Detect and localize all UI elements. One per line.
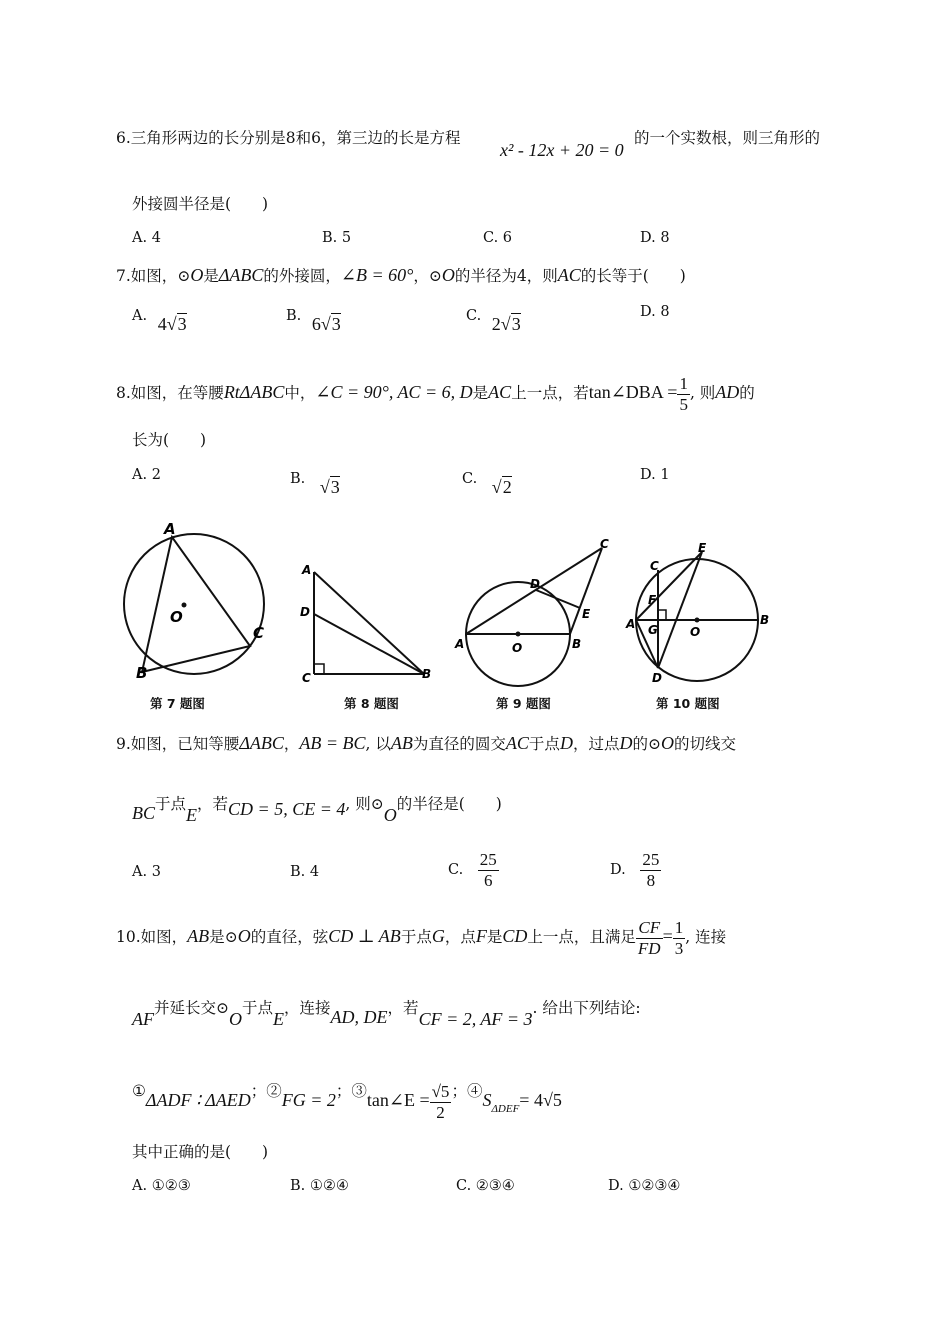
q10-frac3-num: √5 bbox=[431, 1082, 450, 1101]
q10-e: E bbox=[273, 1009, 285, 1029]
q10-option-d: D. ①②③④ bbox=[608, 1178, 681, 1194]
fig9-line-bc bbox=[570, 548, 602, 634]
q10-fraction-sqrt5-2 bbox=[430, 1082, 452, 1122]
q8-frac-num: 1 bbox=[679, 374, 688, 393]
fig9-line-ac bbox=[466, 548, 602, 634]
q10-fraction-1-3 bbox=[673, 918, 686, 958]
circle-symbol: ⊙ bbox=[177, 267, 191, 285]
q7-option-a-rad: 3 bbox=[177, 314, 187, 334]
q6-line1 bbox=[116, 126, 461, 148]
fig8-label-a: A bbox=[302, 563, 312, 577]
fig8-label-b: B bbox=[422, 667, 432, 681]
q8-option-b-rad: 3 bbox=[330, 477, 340, 497]
fig10-label-o: O bbox=[690, 625, 701, 639]
fig9-center-dot bbox=[516, 632, 521, 637]
q8-tan: tan∠DBA = bbox=[588, 382, 678, 403]
q7-option-b-value: 6√3 bbox=[311, 314, 341, 334]
q9-option-d-num: 25 bbox=[642, 850, 660, 869]
q10-number: 10. bbox=[116, 928, 141, 947]
fig10-label-e: E bbox=[698, 541, 707, 555]
q9-option-d bbox=[610, 850, 661, 890]
q10-statement-3: tan∠E = bbox=[366, 1090, 430, 1111]
fig7-label-a: A bbox=[164, 520, 176, 538]
q10-line3 bbox=[132, 1072, 562, 1122]
q6-number: 6. bbox=[116, 129, 131, 147]
q6-option-d: D. 8 bbox=[640, 230, 670, 246]
q10-text-l: ，若 bbox=[387, 999, 419, 1017]
q10-text-e: ，点 bbox=[444, 928, 476, 947]
q10-sep-2: ；③ bbox=[335, 1082, 367, 1101]
q10-text-j: 于点 bbox=[242, 999, 274, 1017]
q7-text-b: 是 bbox=[203, 267, 219, 285]
q10-frac2-num: 1 bbox=[674, 918, 684, 937]
q8-option-b-value: √3 bbox=[319, 477, 340, 497]
q7-option-c-coef: 2 bbox=[491, 314, 501, 334]
q9-line1 bbox=[116, 732, 736, 754]
figure-8 bbox=[296, 556, 446, 686]
q10-sep-1: ；② bbox=[250, 1082, 282, 1101]
q10-option-c: C. ②③④ bbox=[456, 1178, 515, 1194]
q9-bc: BC bbox=[132, 803, 156, 823]
q8-condition: ∠C = 90°, AC = 6, D bbox=[315, 382, 473, 403]
q10-option-b: B. ①②④ bbox=[290, 1178, 349, 1194]
q10-frac1-num: CF bbox=[636, 918, 663, 939]
q10-text-f: 是 bbox=[486, 928, 503, 947]
q9-d: D bbox=[559, 733, 573, 753]
fig7-center-dot bbox=[182, 603, 187, 608]
q8-ac: AC bbox=[488, 382, 512, 403]
q9-option-d-fraction bbox=[640, 850, 661, 890]
fig10-right-angle bbox=[658, 610, 666, 620]
q7-o: O bbox=[190, 265, 204, 285]
q10-statement-4: S bbox=[482, 1090, 492, 1111]
q9-text-g: 的 bbox=[632, 735, 648, 753]
q7-option-c-rad: 3 bbox=[511, 314, 521, 334]
q6-text: 三角形两边的长分别是8和6，第三边的长是方程 bbox=[130, 129, 461, 147]
q10-text-b: 是 bbox=[209, 928, 225, 947]
q7-option-b-label: B. bbox=[286, 308, 302, 324]
q7-o: O bbox=[441, 265, 455, 285]
q9-option-d-den: 8 bbox=[646, 870, 656, 890]
q7-triangle: ΔABC bbox=[218, 265, 264, 285]
q7-option-a bbox=[132, 304, 187, 334]
fig10-caption: 第 10 题图 bbox=[656, 696, 720, 711]
q10-o: O bbox=[237, 926, 251, 947]
q9-text-d: 为直径的圆交 bbox=[412, 735, 506, 753]
q10-f: F bbox=[475, 926, 487, 947]
q9-option-b: B. 4 bbox=[290, 864, 320, 880]
figure-7 bbox=[108, 520, 288, 690]
q8-ad: AD bbox=[715, 382, 740, 403]
q7-option-c bbox=[466, 304, 521, 334]
q7-text-f: 的长等于( ) bbox=[580, 267, 686, 285]
q10-equals: = bbox=[662, 926, 673, 947]
q9-equation: AB = BC bbox=[299, 733, 366, 753]
fig9-label-c: C bbox=[600, 537, 609, 551]
q7-option-a-value: 4√3 bbox=[157, 314, 187, 334]
q9-text-c: , 以 bbox=[365, 735, 391, 753]
q9-text-f: ，过点 bbox=[572, 735, 620, 753]
q6-text-b: 的一个实数根，则三角形的 bbox=[634, 129, 821, 147]
q10-frac2-den: 3 bbox=[674, 938, 684, 958]
q7-option-a-label: A. bbox=[132, 308, 148, 324]
fig8-right-angle bbox=[314, 664, 324, 674]
q10-o2: O bbox=[229, 1009, 243, 1029]
q7-text-c: 的外接圆， bbox=[263, 267, 341, 285]
q7-angle: ∠B = 60° bbox=[340, 265, 414, 285]
q9-option-c bbox=[448, 850, 499, 890]
q8-fraction bbox=[677, 374, 690, 414]
circle-symbol: ⊙ bbox=[216, 999, 230, 1017]
q8-triangle: RtΔABC bbox=[223, 382, 285, 403]
q8-text-b: 中， bbox=[284, 384, 316, 403]
q7-option-b bbox=[286, 304, 341, 334]
fig9-label-d: D bbox=[530, 577, 540, 591]
fig7-label-c: C bbox=[253, 624, 265, 642]
q8-option-a: A. 2 bbox=[132, 467, 161, 483]
fig8-label-d: D bbox=[300, 605, 310, 619]
q10-line1 bbox=[116, 918, 726, 958]
fig7-caption: 第 7 题图 bbox=[150, 696, 205, 711]
q10-ab: AB bbox=[187, 926, 210, 947]
q10-statement-4-value: = 4√5 bbox=[519, 1090, 562, 1111]
q7-line bbox=[116, 264, 686, 286]
q8-line1 bbox=[116, 374, 755, 414]
q10-fraction-cf-fd bbox=[636, 918, 663, 958]
q7-text-e: 的半径为4，则 bbox=[454, 267, 558, 285]
q10-line2 bbox=[132, 996, 641, 1029]
q9-ab: AB bbox=[390, 733, 413, 753]
q9-text-b: ， bbox=[283, 735, 300, 753]
q8-option-b bbox=[290, 467, 340, 497]
q9-option-c-label: C. bbox=[448, 862, 464, 879]
q10-af: AF bbox=[132, 1009, 154, 1029]
q9-e: E bbox=[186, 805, 198, 825]
q9-text-e: 于点 bbox=[528, 735, 560, 753]
q9-option-a: A. 3 bbox=[132, 864, 161, 880]
q9-text-k: , 则 bbox=[345, 795, 371, 813]
q8-option-d: D. 1 bbox=[640, 467, 670, 483]
fig9-label-o: O bbox=[512, 641, 523, 655]
fig7-triangle bbox=[142, 537, 250, 672]
q6-text-c: 外接圆半径是( ) bbox=[132, 195, 269, 213]
q7-option-c-label: C. bbox=[466, 308, 482, 324]
q8-text-g: 长为( ) bbox=[132, 431, 207, 449]
q9-d2: D bbox=[619, 733, 633, 753]
circle-symbol: ⊙ bbox=[428, 267, 442, 285]
fig10-center-dot bbox=[695, 618, 700, 623]
q8-option-c bbox=[462, 467, 512, 497]
fig9-tangent-de bbox=[536, 590, 580, 608]
q9-o: O bbox=[660, 733, 674, 753]
q10-text-a: 如图， bbox=[140, 928, 188, 947]
q6-option-a: A. 4 bbox=[132, 230, 161, 246]
q10-frac3-den: 2 bbox=[436, 1102, 445, 1122]
q8-number: 8. bbox=[116, 384, 131, 403]
q9-number: 9. bbox=[116, 735, 131, 753]
q10-text-k: ，连接 bbox=[284, 999, 331, 1017]
q10-condition: CF = 2, AF = 3 bbox=[418, 1009, 533, 1029]
q10-text-h: , 连接 bbox=[685, 928, 727, 947]
fig10-label-g: G bbox=[648, 623, 658, 637]
circle-symbol: ⊙ bbox=[224, 928, 238, 947]
q9-text-l: 的半径是( ) bbox=[396, 795, 502, 813]
q10-perp: CD ⊥ AB bbox=[328, 926, 401, 947]
q7-number: 7. bbox=[116, 267, 131, 285]
q8-text-f: 的 bbox=[739, 384, 755, 403]
q10-sep-3: ；④ bbox=[451, 1082, 483, 1101]
circle-symbol: ⊙ bbox=[370, 795, 384, 813]
q8-text-c: 是 bbox=[472, 384, 489, 403]
q7-option-b-rad: 3 bbox=[331, 314, 341, 334]
q10-text-g: 上一点，且满足 bbox=[527, 928, 636, 947]
q9-option-c-fraction bbox=[478, 850, 499, 890]
fig10-label-f: F bbox=[648, 593, 657, 607]
q7-text-a: 如图， bbox=[130, 267, 178, 285]
q10-g: G bbox=[431, 926, 445, 947]
figure-10 bbox=[622, 540, 782, 685]
q6-equation: x² - 12x + 20 = 0 bbox=[500, 140, 624, 160]
q7-option-c-value: 2√3 bbox=[491, 314, 521, 334]
q9-line2 bbox=[132, 792, 502, 825]
q10-text-c: 的直径，弦 bbox=[250, 928, 329, 947]
q9-triangle: ΔABC bbox=[239, 733, 284, 753]
q10-frac1-den: FD bbox=[637, 938, 661, 958]
q10-statement-1: ΔADF ∶ ΔAED bbox=[145, 1090, 251, 1111]
q6-option-c: C. 6 bbox=[483, 230, 513, 246]
circle-symbol: ⊙ bbox=[647, 735, 661, 753]
fig10-label-b: B bbox=[760, 613, 770, 627]
fig8-label-c: C bbox=[302, 671, 311, 685]
q9-o2: O bbox=[383, 805, 397, 825]
q10-statement-4-sub: ΔDEF bbox=[491, 1103, 520, 1116]
q8-text-d: 上一点，若 bbox=[511, 384, 589, 403]
figure-9 bbox=[450, 532, 620, 687]
fig7-circle bbox=[124, 534, 264, 674]
q8-option-c-value: √2 bbox=[491, 477, 512, 497]
q10-ad-de: AD, DE bbox=[330, 1007, 388, 1027]
q10-cd: CD bbox=[502, 926, 528, 947]
q9-option-c-num: 25 bbox=[479, 850, 497, 869]
q10-option-a: A. ①②③ bbox=[132, 1178, 191, 1194]
q10-circled-1: ① bbox=[132, 1082, 146, 1101]
fig9-label-b: B bbox=[572, 637, 582, 651]
q9-text-j: ，若 bbox=[197, 795, 229, 813]
fig9-caption: 第 9 题图 bbox=[496, 696, 551, 711]
q9-text-i: 于点 bbox=[155, 795, 187, 813]
fig10-label-d: D bbox=[652, 671, 662, 685]
q7-ac: AC bbox=[557, 265, 581, 285]
q10-statement-2: FG = 2 bbox=[281, 1090, 336, 1111]
q9-option-d-label: D. bbox=[610, 862, 626, 879]
fig8-caption: 第 8 题图 bbox=[344, 696, 399, 711]
fig7-label-o: O bbox=[170, 608, 183, 626]
q8-text-a: 如图，在等腰 bbox=[130, 384, 224, 403]
q10-text-i: 并延长交 bbox=[154, 999, 217, 1017]
q8-option-b-label: B. bbox=[290, 471, 306, 487]
q7-text-d: ， bbox=[413, 267, 429, 285]
fig9-label-a: A bbox=[455, 637, 465, 651]
fig9-label-e: E bbox=[582, 607, 591, 621]
q8-text-e: , 则 bbox=[689, 384, 716, 403]
q7-option-b-coef: 6 bbox=[311, 314, 321, 334]
q9-condition: CD = 5, CE = 4 bbox=[228, 799, 346, 819]
fig10-label-c: C bbox=[650, 559, 659, 573]
q10-text-d: 于点 bbox=[400, 928, 432, 947]
q8-frac-den: 5 bbox=[679, 394, 688, 414]
q10-text-n: 其中正确的是( ) bbox=[132, 1143, 269, 1161]
q9-ac: AC bbox=[505, 733, 529, 753]
q6-option-b: B. 5 bbox=[322, 230, 352, 246]
q7-option-a-coef: 4 bbox=[157, 314, 167, 334]
fig10-label-a: A bbox=[626, 617, 636, 631]
q10-text-m: . 给出下列结论: bbox=[532, 999, 641, 1017]
fig7-label-b: B bbox=[136, 664, 148, 682]
q8-option-c-rad: 2 bbox=[502, 477, 512, 497]
q8-option-c-label: C. bbox=[462, 471, 478, 487]
q7-option-d: D. 8 bbox=[640, 304, 670, 320]
q9-text-h: 的切线交 bbox=[673, 735, 736, 753]
q9-text-a: 如图，已知等腰 bbox=[130, 735, 240, 753]
q9-option-c-den: 6 bbox=[484, 870, 493, 890]
